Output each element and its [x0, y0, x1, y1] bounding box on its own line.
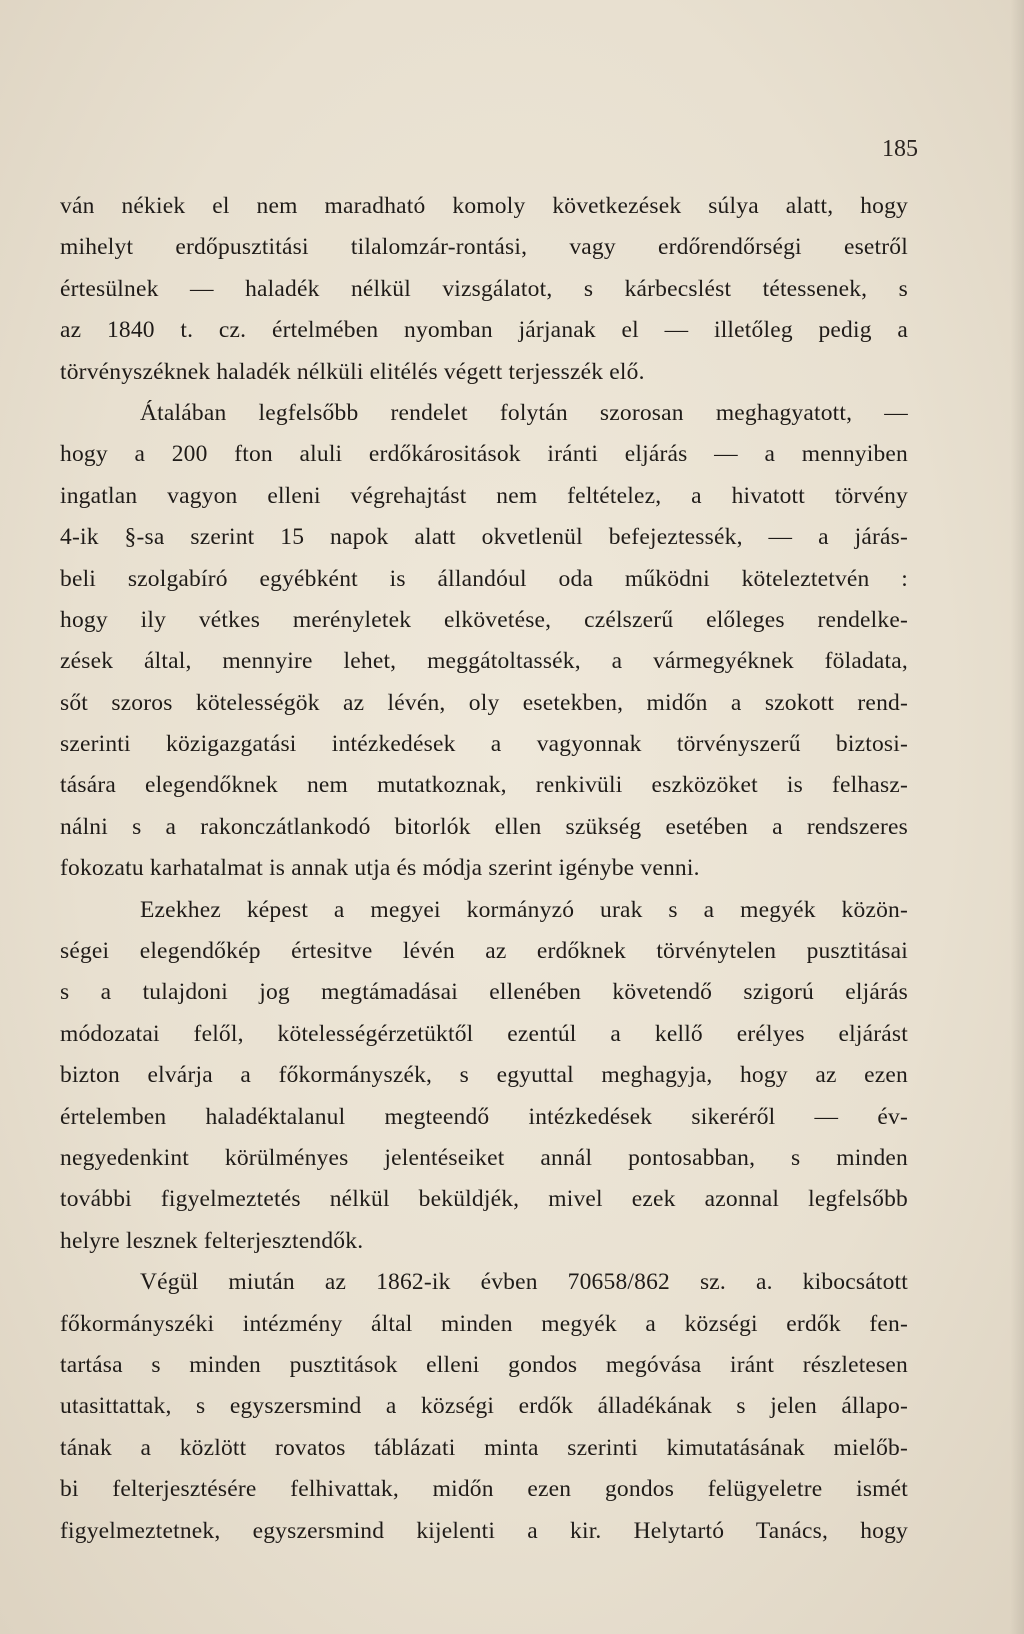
text-line: további figyelmeztetés nélkül beküldjék, mivel ezek azonnal legfelsőbb: [60, 1186, 908, 1213]
text-line: értelemben haladéktalanul megteendő intézkedések sikeréről — év-: [60, 1103, 908, 1130]
text-line: szerinti közigazgatási intézkedések a vagyonnak törvényszerű biztosi-: [60, 731, 908, 758]
text-line: bizton elvárja a főkormányszék, s egyuttal meghagyja, hogy az ezen: [60, 1062, 908, 1089]
text-line: nálni s a rakonczátlankodó bitorlók ellen szükség esetében a rendszeres: [60, 813, 908, 840]
body-text: [60, 186, 908, 1552]
page-number: 185: [882, 136, 918, 162]
text-line: hogy ily vétkes merényletek elkövetése, czélszerű előleges rendelke-: [60, 606, 908, 633]
text-line: s a tulajdoni jog megtámadásai ellenében követendő szigorú eljárás: [60, 979, 908, 1006]
text-line: utasittattak, s egyszersmind a községi erdők álladékának s jelen állapo-: [60, 1393, 908, 1420]
text-line: ván nékiek el nem maradható komoly következések súlya alatt, hogy: [60, 193, 908, 219]
text-line: Átalában legfelsőbb rendelet folytán szorosan meghagyatott, —: [140, 399, 908, 426]
text-line: beli szolgabíró egyébként is állandóul oda működni köteleztetvén :: [60, 565, 908, 592]
text-line: Végül miután az 1862-ik évben 70658/862 sz. a. kibocsátott: [140, 1269, 908, 1296]
text-line: ingatlan vagyon elleni végrehajtást nem feltételez, a hivatott törvény: [60, 482, 908, 509]
text-line: tására elegendőknek nem mutatkoznak, renkivüli eszközöket is felhasz-: [60, 772, 908, 799]
text-line: törvényszéknek haladék nélküli elitélés végett terjesszék elő.: [60, 358, 645, 385]
text-line: hogy a 200 fton aluli erdőkárositások iránti eljárás — a mennyiben: [60, 441, 908, 468]
text-line: figyelmeztetnek, egyszersmind kijelenti a kir. Helytartó Tanács, hogy: [60, 1517, 908, 1544]
text-line: ségei elegendőkép értesitve lévén az erdőknek törvénytelen pusztitásai: [60, 938, 908, 965]
text-line: zések által, mennyire lehet, meggátoltassék, a vármegyéknek föladata,: [60, 648, 908, 675]
text-line: értesülnek — haladék nélkül vizsgálatot, s kárbecslést tétessenek, s: [60, 275, 908, 302]
text-line: főkormányszéki intézmény által minden megyék a községi erdők fen-: [60, 1310, 908, 1337]
text-line: fokozatu karhatalmat is annak utja és módja szerint igénybe venni.: [60, 855, 700, 882]
text-line: tartása s minden pusztitások elleni gondos megóvása iránt részletesen: [60, 1351, 908, 1378]
page-edge-shadow: [1010, 0, 1024, 1634]
text-line: az 1840 t. cz. értelmében nyomban járjanak el — illetőleg pedig a: [60, 317, 908, 344]
text-line: negyedenkint körülményes jelentéseiket annál pontosabban, s minden: [60, 1144, 908, 1171]
text-line: helyre leszn‍ek felterjesztendők.: [60, 1227, 364, 1254]
text-line: 4-ik §-sa szerint 15 napok alatt okvetlenül befejeztessék, — a járás-: [60, 524, 908, 551]
text-line: tának a közlött rovatos táblázati minta szerinti kimutatásának mielőb-: [60, 1434, 908, 1461]
text-line: mihelyt erdőpusztitási tilalomzár-rontási, vagy erdőrendőrségi esetről: [60, 234, 908, 261]
text-line: Ezekhez képest a megyei kormányzó urak s a megyék közön-: [140, 896, 908, 923]
text-line: módozatai felől, kötelességérzetüktől ezentúl a kellő erélyes eljárást: [60, 1020, 908, 1047]
text-line: sőt szoros kötelességök az lévén, oly esetekben, midőn a szokott rend-: [60, 689, 908, 716]
text-line: bi felterjesztésére felhivattak, midőn ezen gondos felügyeletre ismét: [60, 1476, 908, 1503]
